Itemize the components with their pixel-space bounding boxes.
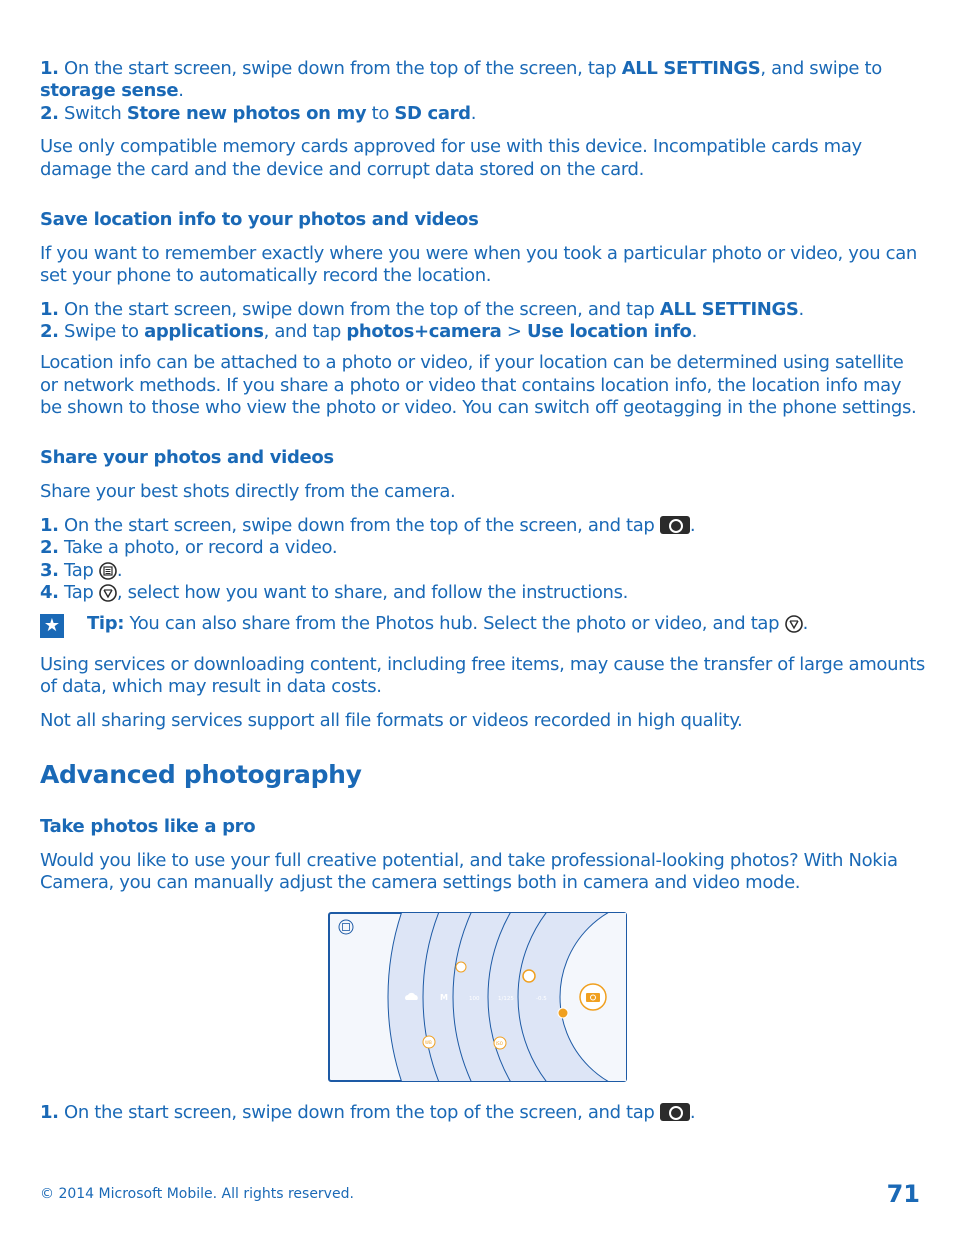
step-4-share: 4. Tap , select how you want to share, and follow the instructions.	[40, 582, 629, 603]
star-icon: ★	[40, 614, 64, 638]
step-2-location: 2. Swipe to applications, and tap photos+camera > Use location info.	[40, 321, 697, 342]
location-heading: Save location info to your photos and videos	[40, 209, 479, 230]
camera-icon	[660, 516, 690, 534]
share-icon	[99, 584, 117, 602]
location-para-2: or network methods. If you share a photo or video that contains location info, the location info may	[40, 375, 902, 396]
share-heading: Share your photos and videos	[40, 447, 334, 468]
camera-icon	[586, 993, 600, 1002]
pro-intro-2: Camera, you can manually adjust the camera settings both in camera and video mode.	[40, 872, 801, 893]
copyright: © 2014 Microsoft Mobile. All rights reserved.	[40, 1186, 354, 1202]
shutter-value: 1/125	[498, 996, 514, 1002]
step-1-pro: 1. On the start screen, swipe down from the top of the screen, and tap .	[40, 1102, 696, 1123]
sharing-services-note: Not all sharing services support all file formats or videos recorded in high quality.	[40, 710, 743, 731]
pro-heading: Take photos like a pro	[40, 816, 256, 837]
exposure-icon[interactable]	[523, 970, 535, 982]
camera-icon	[660, 1103, 690, 1121]
step-1-storage-cont: storage sense.	[40, 80, 184, 101]
exposure-value: -0.5	[536, 996, 547, 1002]
share-intro: Share your best shots directly from the camera.	[40, 481, 456, 502]
step-2-share: 2. Take a photo, or record a video.	[40, 537, 338, 558]
tip-text: Tip: You can also share from the Photos hub. Select the photo or video, and tap .	[87, 613, 808, 634]
location-para-3: be shown to those who view the photo or video. You can switch off geotagging in the phone settings.	[40, 397, 917, 418]
iso-value: 100	[469, 996, 480, 1002]
brightness-icon[interactable]	[558, 1008, 568, 1018]
focus-icon[interactable]	[456, 962, 466, 972]
step-2-storage: 2. Switch Store new photos on my to SD card.	[40, 103, 477, 124]
menu-icon	[99, 562, 117, 580]
location-intro: If you want to remember exactly where you were when you took a particular photo or video, you can	[40, 243, 917, 264]
memory-card-note: Use only compatible memory cards approved for use with this device. Incompatible cards may	[40, 136, 862, 157]
advanced-photography-title: Advanced photography	[40, 760, 362, 789]
step-1-storage: 1. On the start screen, swipe down from the top of the screen, tap ALL SETTINGS, and swipe to	[40, 58, 882, 79]
page-number: 71	[886, 1180, 920, 1208]
pro-intro: Would you like to use your full creative potential, and take professional-looking photos? With Nokia	[40, 850, 898, 871]
step-1-location: 1. On the start screen, swipe down from the top of the screen, and tap ALL SETTINGS.	[40, 299, 804, 320]
step-1-share: 1. On the start screen, swipe down from the top of the screen, and tap .	[40, 515, 696, 536]
location-para: Location info can be attached to a photo or video, if your location can be determined using satellite	[40, 352, 904, 373]
camera-screenshot	[328, 912, 627, 1082]
white-balance-label: WB	[425, 1040, 432, 1045]
data-cost-note-2: of data, which may result in data costs.	[40, 676, 382, 697]
location-intro-2: set your phone to automatically record the location.	[40, 265, 492, 286]
step-3-share: 3. Tap .	[40, 560, 123, 581]
memory-card-note-2: damage the card and the device and corrupt data stored on the card.	[40, 159, 645, 180]
share-icon	[785, 615, 803, 633]
data-cost-note: Using services or downloading content, including free items, may cause the transfer of large amounts	[40, 654, 925, 675]
manual-label: M	[440, 993, 448, 1002]
iso-label: ISO	[496, 1041, 503, 1046]
